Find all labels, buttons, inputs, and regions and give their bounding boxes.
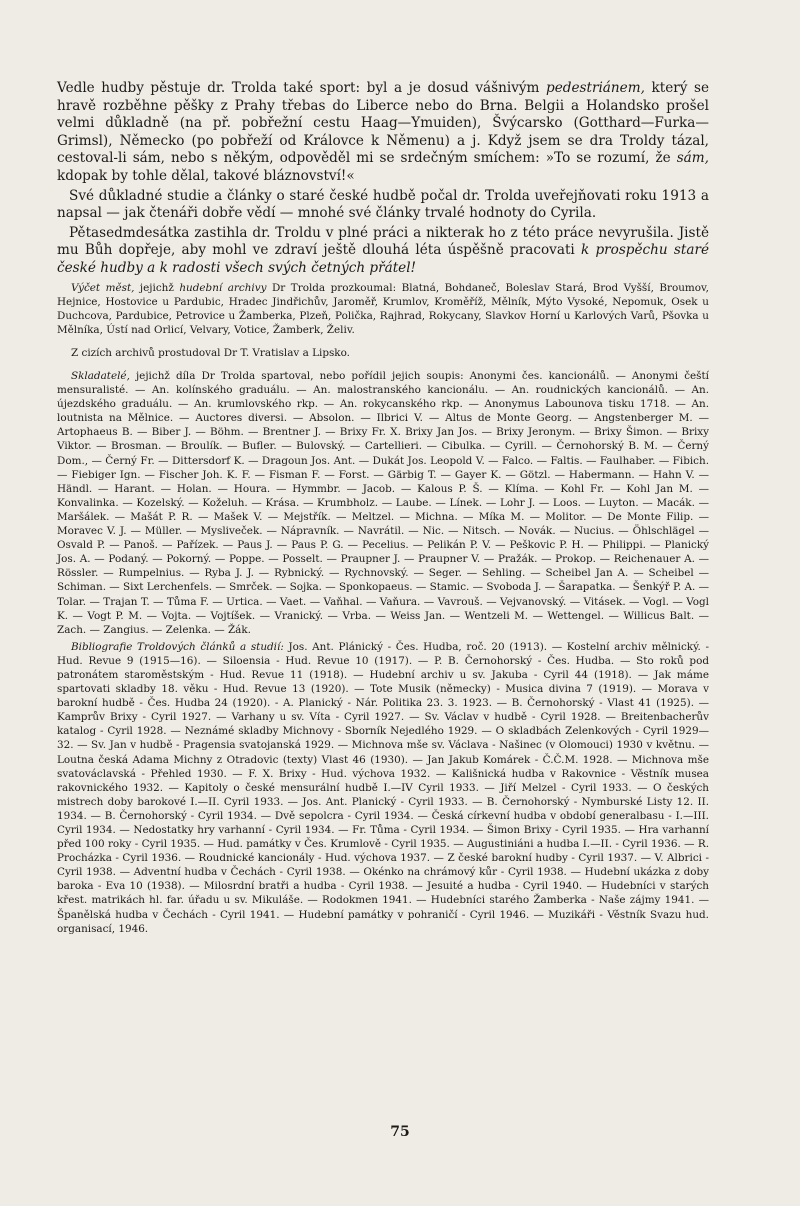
pedestrian-emphasis: pedestriánem, xyxy=(546,80,645,96)
closing-wish: k prospěchu staré české hudby a k radosti všech svých četných přátel! xyxy=(57,242,709,276)
intro-paragraph-studies: Své důkladné studie a články o staré české hudbě počal dr. Trolda uveřejňovati roku 1913 a napsal — jak čtenáři dobře vědí — mnohé své články trvalé hodnoty do Cyrila. xyxy=(57,187,709,222)
foreign-archives-line: Z cizích archivů prostudoval Dr T. Vratislav a Lipsko. xyxy=(71,346,350,359)
intro-paragraph-sport: Vedle hudby pěstuje dr. Trolda také sport: byl a je dosud vášnivým pedestriánem, který se hravě rozběhne pěšky z Prahy třebas do Liberce nebo do Brna. Belgii a Holandsko prošel velmi důkladně (na př. pobřežní cestu Haag—Ymuiden), Švýcarsko (Gotthard—Furka—Grimsl), Německo (po pobřeží od Královce k Němenu) a j. Když jsem se dra Troldy tázal, cestoval-li sám, nebo s někým, odpověděl mi se srdečným smíchem: »To se rozumí, že sám, kdopak by tohle dělal, takové bláznovství!« xyxy=(57,80,709,184)
page-body xyxy=(57,80,709,936)
bibliography-paragraph: Bibliografie Troldových článků a studií: Jos. Ant. Plánický - Čes. Hudba, roč. 20 (1913). — Kostelní archiv mělnický. - Hud. Revue 9 (1915—16). — Siloensia - Hud. Revue 10 (1917). — P. B. Černohorský - Čes. Hudba. — Sto roků pod patronátem staroměstským - Hud. Revue 11 (1918). — Hudební archiv u sv. Jakuba - Cyril 44 (1918). — Jak máme spartovati skladby 18. věku - Hud. Revue 13 (1920). — Tote Musik (německy) - Musica divina 7 (1919). — Morava v barokní hudbě - Čes. Hudba 24 (1920). - A. Planický - Nár. Politika 23. 3. 1923. — B. Černohorský - Vlast 41 (1925). — Kamprův Brixy - Cyril 1927. — Varhany u sv. Víta - Cyril 1927. — Sv. Václav v hudbě - Cyril 1928. — Breitenbacherův katalog - Cyril 1928. — Neznámé skladby Michnovy - Sborník Nejedlého 1929. — O skladbách Zelenkových - Cyril 1929—32. — Sv. Jan v hudbě - Pragensia svatojanská 1929. — Michnova mše sv. Václava - Našinec (v Olomouci) 1930 v květnu. — Loutna česká Adama Michny z Otradovic (texty) Vlast 46 (1930). — Jan Jakub Komárek - Č.Č.M. 1928. — Michnova mše svatováclavská - Přehled 1930. — F. X. Brixy - Hud. výchova 1932. — Kališnická hudba v Rakovnice - Věstník musea rakovnického 1932. — Kapitoly o české mensurální hudbě I.—IV Cyril 1933. — Jiří Melzel - Cyril 1933. — O českých mistrech doby barokové I.—II. Cyril 1933. — Jos. Ant. Planický - Cyril 1933. — B. Černohorský - Nymburské Listy 12. II. 1934. — B. Černohorský - Cyril 1934. — Dvě sepolcra - Cyril 1934. — Česká církevní hudba v období generalbasu - I.—III. Cyril 1934. — Nedostatky hry varhanní - Cyril 1934. — Fr. Tůma - Cyril 1934. — Šimon Brixy - Cyril 1935. — Hra varhanní před 100 roky - Cyril 1935. — Hud. památky v Čes. Krumlově - Cyril 1935. — Augustiniáni a hudba I.—II. - Cyril 1936. — R. Procházka - Cyril 1936. — Roudnické kancionály - Hud. výchova 1937. — Z české barokní hudby - Cyril 1937. — V. Albrici - Cyril 1938. — Adventní hudba v Čechách - Cyril 1938. — Okénko na chrámový kůr - Cyril 1938. — Hudební ukázka z doby baroka - Eva 10 (1938). — Milosrdní bratři a hudba - Cyril 1938. — Jesuité a hudba - Cyril 1940. — Hudebníci v starých křest. matrikách hl. far. úřadu u sv. Mikuláše. — Rodokmen 1941. — Hudebníci starého Žamberka - Naše zájmy 1941. — Španělská hudba v Čechách - Cyril 1941. — Hudební památky v pohraničí - Cyril 1946. — Muzikáři - Věstník Svazu hud. organisací, 1946. xyxy=(57,640,710,935)
bibliography-lead: Bibliografie Troldových článků a studií: xyxy=(71,640,284,653)
page-number: 75 xyxy=(390,1124,410,1140)
archives-lead: Výčet měst, xyxy=(71,281,135,294)
intro-paragraph-jubilee: Pětasedmdesátka zastihla dr. Troldu v plné práci a nikterak ho z této práce nevyrušila. Jistě mu Bůh dopřeje, aby mohl ve zdraví ještě dlouhá léta úspěšně pracovati k prospěchu staré české hudby a k radosti všech svých četných přátel! xyxy=(57,224,709,276)
archives-paragraph: Výčet měst, jejichž hudební archivy Dr Trolda prozkoumal: Blatná, Bohdaneč, Boleslav Stará, Brod Vyšší, Broumov, Hejnice, Hostovice u Pardubic, Hradec Jindřichův, Jaroměř, Krumlov, Kroměříž, Mělník, Mýto Vysoké, Nepomuk, Osek u Duchcova, Pardubice, Petrovice u Žamberka, Plzeň, Polička, Rajhrad, Rokycany, Slavkov Horní u Karlových Varů, Pšovka u Mělníka, Ústí nad Orlicí, Velvary, Votice, Žamberk, Želiv. xyxy=(57,281,709,336)
alone-emphasis: sám, xyxy=(676,150,709,167)
composers-lead: Skladatelé, xyxy=(71,370,130,382)
intro-section xyxy=(57,80,709,278)
composers-paragraph: Skladatelé, jejichž díla Dr Trolda spartoval, nebo pořídil jejich soupis: Anonymi čes. kancionálů. — Anonymi čeští mensuralisté. — An. kolínského graduálu. — An. malostranského kancionálu. — An. roudnických kancionálů. — An. újezdského graduálu. — An. krumlovského rkp. — An. rokycanského rkp. — Anonymus Labounova tisku 1718. — An. loutnista na Mělnice. — Auctores diversi. — Absolon. — Ilbrici V. — Altus de Monte Georg. — Angstenberger M. — Artophaeus B. — Biber J. — Böhm. — Brentner J. — Brixy Fr. X. Brixy Jan Jos. — Brixy Jeronym. — Brixy Šimon. — Brixy Viktor. — Brosman. — Broulík. — Bufler. — Bulovský. — Cartellieri. — Cibulka. — Cyrill. — Černohorský B. M. — Černý Dom., — Černý Fr. — Dittersdorf K. — Dragoun Jos. Ant. — Dukát Jos. Leopold V. — Falco. — Faltis. — Faulhaber. — Fibich. — Fiebiger Ign. — Fischer Joh. K. F. — Fisman F. — Forst. — Gärbig T. — Gayer K. — Götzl. — Habermann. — Hahn V. — Händl. — Harant. — Holan. — Houra. — Hymmbr. — Jacob. — Kalous P. Š. — Klíma. — Kohl Fr. — Kohl Jan M. — Konvalinka. — Kozelský. — Koželuh. — Krása. — Krumbholz. — Laube. — Línek. — Lohr J. — Loos. — Luyton. — Macák. — Maršálek. — Mašát P. R. — Mašek V. — Mejstřík. — Meltzel. — Michna. — Míka M. — Molitor. — De Monte Filip. — Moravec V. J. — Müller. — Mysliveček. — Nápravník. — Navrátil. — Nic. — Nitsch. — Novák. — Nucius. — Öhlschlägel — Osvald P. — Panoš. — Pařízek. — Paus J. — Paus P. G. — Pecelius. — Pelikán P. V. — Peškovic P. H. — Philippi. — Planický Jos. A. — Podaný. — Pokorný. — Poppe. — Posselt. — Praupner J. — Praupner V. — Pražák. — Prokop. — Reichenauer A. — Rössler. — Rumpelnius. — Ryba J. J. — Rybnický. — Rychnovský. — Seger. — Sehling. — Scheibel Jan A. — Scheibel — Schiman. — Sixt Lerchenfels. — Smrček. — Sojka. — Sponkopaeus. — Stamic. — Svoboda J. — Šarapatka. — Šenkýř P. A. — Tolar. — Trajan T. — Tůma F. — Urtica. — Vaet. — Vaňhal. — Vaňura. — Vavrouš. — Vejvanovský. — Vitásek. — Vogl. — Vogl K. — Vogt P. M. — Vojta. — Vojtíšek. — Vranický. — Vrba. — Weiss Jan. — Wentzeli M. — Wettengel. — Willicus Balt. — Zach. — Zangius. — Zelenka. — Žák. xyxy=(57,370,709,636)
